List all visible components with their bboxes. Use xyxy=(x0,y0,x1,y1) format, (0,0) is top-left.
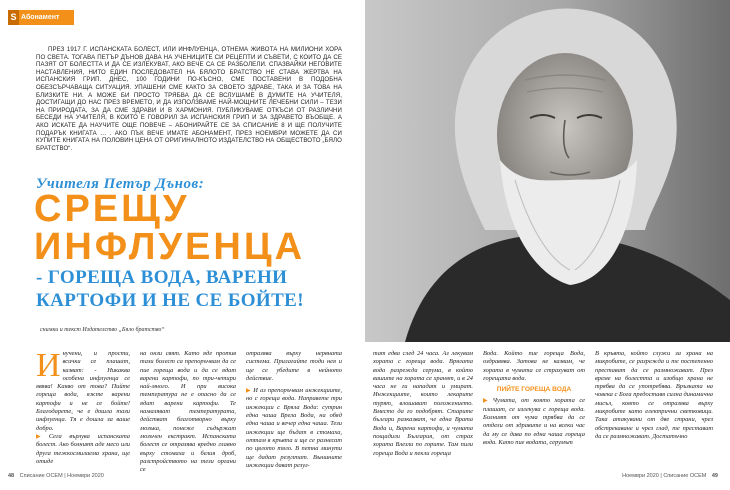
text-column-1 xyxy=(36,347,130,466)
text-column-4 xyxy=(373,350,473,458)
text-column-5 xyxy=(483,350,585,447)
column-3-text-2: И аз препоръчвам инжекциите, но с гореща вода. Направете три инжекции с Вряла Вода: сутрин една чаша Врела Вода, на обяд една чаша и вечер една чаша. Тези инжекции ще бъдат в стомаха, оттам в кръвта и ще се разнесат по цялото тяло. В петна минути ще дадат резултат. Външните инжекции дават резул- xyxy=(246,387,342,469)
page-number-left: 48 xyxy=(8,473,15,479)
photo-credit: снимки и текст Издателство „Бяло братство“ xyxy=(40,327,165,333)
article-kicker: Учителя Петър Дънов: xyxy=(36,176,205,192)
portrait-photo xyxy=(365,0,730,342)
footer-right xyxy=(622,473,722,479)
headline-line-1: СРЕЩУ xyxy=(34,188,190,230)
article-headline xyxy=(34,190,305,266)
column-1-paragraph-2 xyxy=(36,433,130,466)
page-number-right: 49 xyxy=(711,473,718,479)
column-5-text: Вода. Който пие гореща Вода, оздравява. Затова не казвам, че хората в чумата се страхуват от горещата вода. xyxy=(483,350,585,382)
column-1-text-2: Сега върлува испанската болест. Ако болният аде месо или друга тежкосмилаема храна, ще отиде xyxy=(36,432,130,465)
article-subheadline: - ГОРЕЩА ВОДА, ВАРЕНИ КАРТОФИ И НЕ СЕ БОЙТЕ! xyxy=(36,267,304,311)
footer-left xyxy=(8,473,104,479)
triangle-bullet-icon: ▶ xyxy=(483,398,491,405)
right-page xyxy=(365,0,730,490)
text-column-3 xyxy=(246,350,342,470)
footer-right-text: Ноември 2020 | Списание ОСЕМ xyxy=(622,473,707,479)
section-mark: S xyxy=(8,10,19,25)
column-6-text: В кръвта, който служи за храна на микробите, се разрежда и те постепенно престават да се размножават. През време на болестта и изобщо храна не трябва да се употребява. Връзката на човека с Бога предоставя силна динамична мисъл, която се отразява върху микробите като електрични светковици. Така атакувани от две страни, чрез обстрекаване и чрез глад, те престават да се размножават. Достатъчно xyxy=(595,350,713,440)
column-5-paragraph-2 xyxy=(483,397,585,447)
headline-line-2: ИНФЛУЕНЦА xyxy=(34,226,306,268)
section-tag-label: Абонамент xyxy=(21,14,60,21)
column-4-text: тат едва след 24 часа. Аз лекувам хората с гореща вода. Врялата вода разрежда серума, в който вашите на хората се хранят, и в 24 часа не ги нападат и умират. Инжекциите, които лекарите турят, влошават положението. Вместо да го подобрят. Старите българи разказват, че една Врата Вода и, Варени картофи, и чумата пощадили България, от страх хората Влезли по горите. Там пили гореща Вода и пекли гореща xyxy=(373,350,473,457)
section-tag xyxy=(8,10,74,25)
subheading: ПИЙТЕ ГОРЕЩА ВОДА xyxy=(496,386,572,394)
drop-cap: И xyxy=(36,347,61,384)
column-3-paragraph-2 xyxy=(246,387,342,470)
portrait-image xyxy=(365,0,730,342)
text-column-6 xyxy=(595,350,713,441)
footer-left-text: Списание ОСЕМ | Ноември 2020 xyxy=(19,473,104,479)
column-5-text-2: Чумата, от която хората се плашат, се излекува с гореща вода. Болният от чума трябва да се отдели от здравите и на всеки час да му се дава по една чаша гореща вода. Като пие водата, серумът xyxy=(483,397,585,446)
triangle-bullet-icon: ▶ xyxy=(246,388,252,395)
column-1-paragraph xyxy=(36,347,130,433)
intro-paragraph xyxy=(36,46,342,152)
intro-text: ПРЕЗ 1917 Г. ИСПАНСКАТА БОЛЕСТ, ИЛИ ИНФЛУЕНЦА, ОТНЕМА ЖИВОТА НА МИЛИОНИ ХОРА ПО СВЕТА. ТОГАВА ПЕТЪР ДЪНОВ ДАВА НА УЧЕНИЦИТЕ СИ РЕЦЕПТИ И СЪВЕТИ, С КОИТО ДА СЕ ПАЗЯТ ОТ БОЛЕСТТА И ДА СЕ ИЗЛЕКУВАТ, АКО ВЕЧЕ СА СЕ РАЗБОЛЕЛИ. СПАЗВАЙКИ НЕГОВИТЕ НАСТАВЛЕНИЯ, НИТО ЕДИН ПОСЛЕДОВАТЕЛ НА БЯЛОТО БРАТСТВО НЕ СТАВА ЖЕРТВА НА ИСПАНСКИЯ ГРИП. ДНЕС, 100 ГОДИНИ ПО-КЪСНО, СМЕ ПОСТАВЕНИ В ПОДОБНА ОБЕЗСЪРЧАВАЩА СИТУАЦИЯ. УПАШЕНИ СМЕ КАКТО ЗА СВОЕТО ЗДРАВЕ, ТАКА И ЗА ТОВА НА БЛИЗКИТЕ НИ. А МОЖЕ БИ ПРОСТО ТРЯБВА ДА СЕ ВСЛУШАМЕ В ДУМИТЕ НА УЧИТЕЛЯ, ДОСТИГАЩИ ДО НАС ПРЕЗ ВРЕМЕТО, И ДА ИЗПОЛЗВАМЕ НАЙ-МОЩНИТЕ ЛЕЧЕБНИ СИЛИ – ТЕЗИ НА ПРИРОДАТА, ЗА ДА СМЕ ЗДРАВИ И В ХАРМОНИЯ. ПУБЛИКУВАМЕ ОТКЪСИ ОТ РАЗЛИЧНИ БЕСЕДИ НА УЧИТЕЛЯ, В КОИТО Е ГОВОРИЛ ЗА ИСПАНСКИЯ ГРИП И ЗА ЗДРАВЕТО ВЪОБЩЕ. А АКО ИСКАТЕ ДА НАУЧИТЕ ОЩЕ ПОВЕЧЕ – АБОНИРАЙТЕ СЕ ЗА СПИСАНИЕ 8 И ЩЕ ПОЛУЧИТЕ ПОДАРЪК КНИГАТА … . АКО ПЪК ВЕЧЕ ИМАТЕ АБОНАМЕНТ, ПРЕЗ НОЕМВРИ МОЖЕТЕ ДА СИ КУПИТЕ КНИГАТА НА ПОЛОВИН ЦЕНА ОТ ОРИГИНАЛНОТО ИЗДАТЕЛСТВО НА ОБЩЕСТВОТО „БЯЛО БРАТСТВО“. xyxy=(36,46,342,152)
triangle-bullet-icon: ▶ xyxy=(36,433,47,440)
column-2-text: на онзи свят. Като яде против тази болест са препоръчвам да се пие гореща вода и да се ядат варени картофи, по три-четири най-много. И при висока температура не е опасно да се ядат варени картофи. Те намаляват температурата, действат благотворно върху мозъка, понеже съдържат мозъчен екстракт. Испанската болест се отразява вредно главно върху стомаха и белия дроб, разстройството на тези органи се xyxy=(140,350,236,474)
column-3-text: отразява върху нервната система. Прилагайте тоди нея и ще се убедите в нейното действие. xyxy=(246,350,342,382)
column-1-text: нучени, и прости, всички се плашат, казват: - Никаква особена инфлуенца се явява! Какво от това? Пийте гореща вода, яжте варени картофи и не се бойте! Благодарете, че е дошла тази инфлуенца. Тя е дошла за ваше добро. xyxy=(36,350,130,432)
text-column-2 xyxy=(140,350,236,474)
